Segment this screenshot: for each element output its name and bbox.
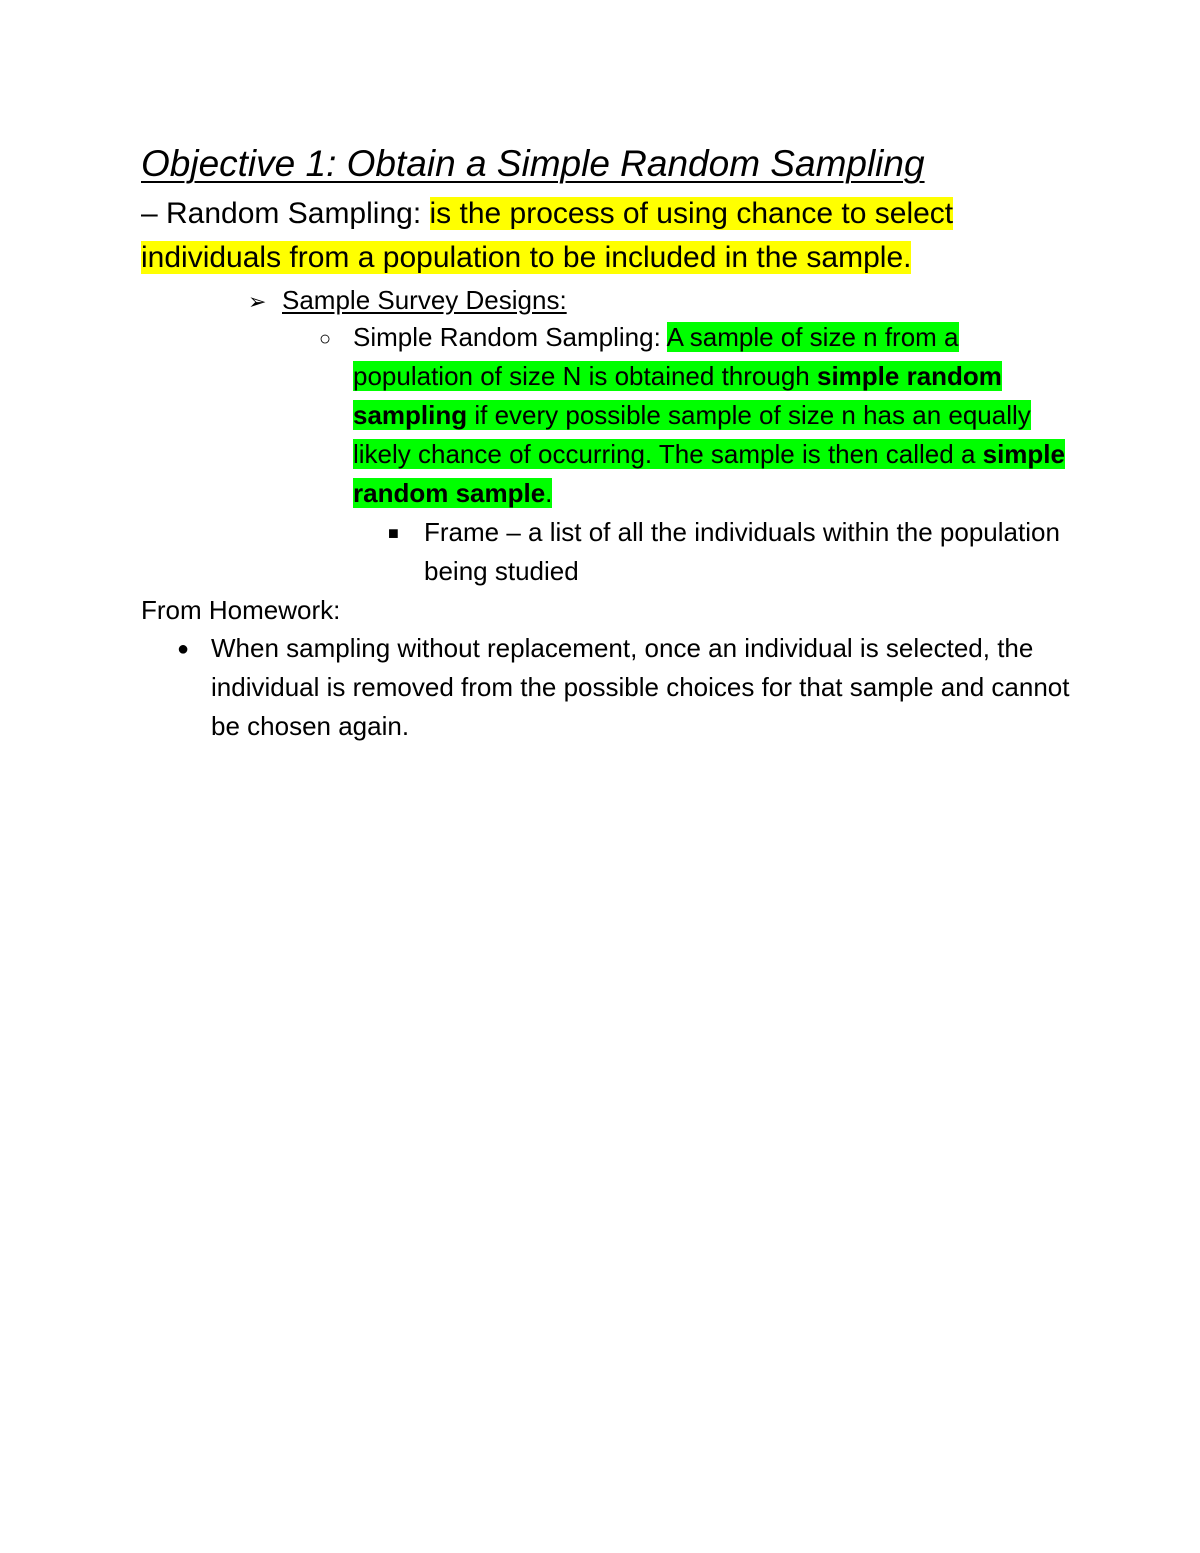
- survey-designs-label: Sample Survey Designs:: [282, 285, 567, 315]
- srs-sample-term-bold: simple random sample: [353, 439, 1065, 508]
- objective-title: Objective 1: Obtain a Simple Random Sampling: [141, 143, 925, 184]
- srs-definition-part2: if every possible sample of size n has an equally likely chance of occurring. The sample is then called a: [353, 400, 1031, 469]
- survey-designs-item: [248, 283, 567, 319]
- random-sampling-term: – Random Sampling:: [141, 197, 430, 230]
- arrow-bullet-icon: ➢: [248, 289, 267, 314]
- srs-definition-part1: A sample of size n from a population of size N is obtained through: [353, 322, 959, 391]
- random-sampling-highlighted-definition: is the process of using chance to select individuals from a population to be included in the sample.: [141, 197, 954, 274]
- square-bullet-icon: ■: [388, 523, 399, 543]
- hollow-circle-bullet-icon: ○: [319, 328, 332, 350]
- srs-term-bold: simple random sampling: [353, 361, 1002, 430]
- homework-heading: From Homework:: [141, 595, 341, 625]
- random-sampling-definition: [141, 192, 1061, 280]
- srs-definition-end: .: [545, 478, 553, 508]
- homework-note: When sampling without replacement, once an individual is selected, the individual is removed from the possible choices for that sample and cannot be chosen again.: [211, 633, 1070, 741]
- frame-item: Frame – a list of all the individuals within the population being studied: [424, 517, 1060, 586]
- filled-circle-bullet-icon: ●: [177, 638, 190, 660]
- srs-label: Simple Random Sampling:: [353, 322, 667, 352]
- srs-item: [353, 318, 1073, 513]
